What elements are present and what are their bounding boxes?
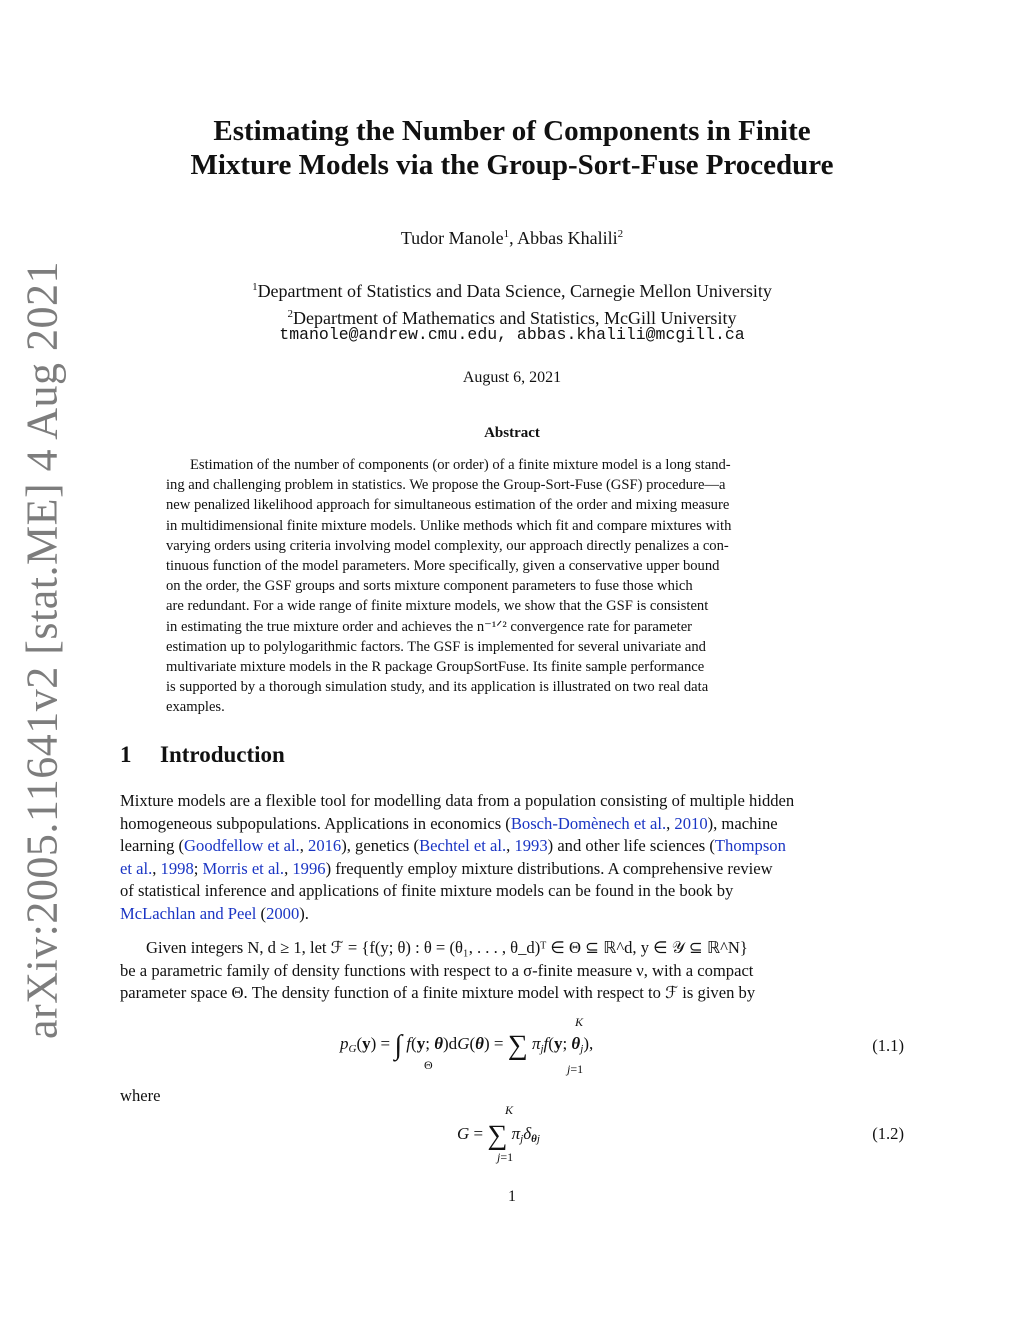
equation-1-2: G = ∑ $\pi_j\delta_{\theta j}$	[457, 1120, 540, 1151]
citation-morris[interactable]: Morris et al.	[202, 858, 285, 878]
sum-upper-k-2: K	[505, 1103, 514, 1117]
equation-number-1-1: (1.1)	[872, 1036, 904, 1055]
abstract-body	[166, 455, 858, 718]
body-text: learning (	[120, 836, 185, 856]
affiliation-mcgill: Department of Mathematics and Statistics, McGill University	[293, 308, 737, 328]
paper-date: August 6, 2021	[462, 369, 562, 386]
equation-number-1-2: (1.2)	[872, 1124, 904, 1143]
body-text: homogeneous subpopulations. Applications in economics (	[120, 813, 511, 833]
section-title: Introduction	[160, 742, 285, 767]
abstract-line: in multidimensional finite mixture models. Unlike methods which fit and compare mixtures with	[166, 517, 732, 534]
author-khalili: Abbas Khalili	[517, 228, 618, 248]
page-number: 1	[508, 1188, 516, 1205]
where-text: where	[120, 1086, 161, 1105]
sum-lower-j1: j=1	[567, 1062, 584, 1076]
author-affil-mark-1: 1	[503, 228, 510, 240]
abstract-line: is supported by a thorough simulation study, and its application is illustrated on two real data	[166, 679, 709, 696]
integral-domain-theta: Θ	[424, 1058, 433, 1072]
body-line: Mixture models are a flexible tool for modelling data from a population consisting of multiple hidden	[120, 791, 795, 810]
body-line: be a parametric family of density functions with respect to a σ-finite measure ν, with a compact	[120, 960, 754, 980]
abstract-line: varying orders using criteria involving model complexity, our approach directly penalizes a con-	[166, 537, 729, 554]
citation-goodfellow[interactable]: Goodfellow et al.	[184, 836, 300, 856]
body-text: ) and other life sciences (	[547, 836, 715, 856]
author-affil-mark-2: 2	[617, 228, 624, 240]
intro-paragraph-2	[120, 937, 904, 1005]
sum-upper-k: K	[575, 1015, 584, 1029]
affiliations	[120, 276, 904, 330]
body-line-math: Given integers N, d ≥ 1, let ℱ = {f(y; θ) : θ = (θ₁, . . . , θ_d)ᵀ ∈ Θ ⊆ ℝ^d, y ∈ 𝒴 ⊆ ℝ^N}	[146, 938, 748, 957]
citation-year-goodfellow[interactable]: 2016	[308, 836, 342, 856]
citation-thompson[interactable]: Thompson	[714, 836, 786, 856]
citation-bosch-domenech[interactable]: Bosch-Domènech et al.	[510, 813, 667, 833]
abstract-heading: Abstract	[484, 425, 540, 441]
citation-year-thompson[interactable]: 1998	[160, 858, 194, 878]
paper-title	[120, 114, 904, 182]
abstract-line: on the order, the GSF groups and sorts mixture component parameters to fuse those which	[166, 578, 693, 595]
body-text: ) frequently employ mixture distributions. A comprehensive review	[325, 858, 773, 878]
body-line: homogeneous subpopulations. Applications in economics (Bosch-Domènech et al., 2010), machine	[120, 813, 778, 833]
citation-year-bechtel[interactable]: 1993	[514, 836, 548, 856]
section-heading-introduction	[120, 742, 285, 768]
citation-year-bosch[interactable]: 2010	[674, 813, 708, 833]
body-text: ), genetics (	[341, 836, 420, 856]
body-line: parameter space Θ. The density function of a finite mixture model with respect to ℱ is given by	[120, 983, 756, 1003]
abstract-line: new penalized likelihood approach for simultaneous estimation of the order and mixing measure	[166, 497, 730, 514]
body-text: ), machine	[707, 813, 778, 833]
abstract-line: estimation up to polylogarithmic factors. The GSF is implemented for several univariate and	[166, 638, 706, 655]
citation-mclachlan-peel[interactable]: McLachlan and Peel	[120, 903, 257, 923]
body-line: learning (Goodfellow et al., 2016), genetics (Bechtel et al., 1993) and other life sciences (Thompson	[120, 836, 786, 856]
abstract-line: ing and challenging problem in statistics. We propose the Group-Sort-Fuse (GSF) procedure—a	[166, 477, 726, 494]
abstract-line: are redundant. For a wide range of finite mixture models, we show that the GSF is consistent	[166, 598, 709, 615]
affil-mark-2: 2	[287, 308, 294, 320]
abstract-line: in estimating the true mixture order and achieves the n⁻¹ᐟ² convergence rate for parameter	[166, 618, 693, 635]
intro-paragraph-1	[120, 790, 904, 926]
section-number: 1	[120, 742, 132, 767]
abstract-line: multivariate mixture models in the R package GroupSortFuse. Its finite sample performance	[166, 659, 705, 676]
author-emails: tmanole@andrew.cmu.edu, abbas.khalili@mcgill.ca	[279, 325, 745, 344]
citation-year-mclachlan[interactable]: 2000	[266, 903, 300, 923]
author-list: Tudor Manole$^1$, Abbas Khalili$^2$	[400, 228, 624, 248]
title-line-1: Estimating the Number of Components in Finite	[213, 115, 811, 147]
citation-bechtel[interactable]: Bechtel et al.	[419, 836, 507, 856]
body-line: McLachlan and Peel (2000).	[120, 903, 309, 923]
body-line: et al., 1998; Morris et al., 1996) frequently employ mixture distributions. A comprehensive review	[120, 858, 773, 878]
citation-thompson-etal[interactable]: et al.	[120, 858, 153, 878]
affil-mark-1: 1	[252, 281, 258, 293]
author-manole: Tudor Manole	[400, 228, 504, 248]
affiliation-cmu: Department of Statistics and Data Science, Carnegie Mellon University	[257, 281, 772, 301]
sum-lower-j1-2: j=1	[497, 1150, 514, 1164]
equation-1-1: $p_G(y)$ = ∫ f(y; θ)dG(θ) = ∑ $\pi_jf(y$; $\theta_j$),	[340, 1030, 594, 1061]
abstract-line: examples.	[166, 699, 225, 716]
abstract-line: Estimation of the number of components (or order) of a finite mixture model is a long stand-	[190, 457, 731, 473]
citation-year-morris[interactable]: 1996	[292, 858, 326, 878]
body-line: of statistical inference and applications of finite mixture models can be found in the book by	[120, 881, 734, 901]
arxiv-identifier-stamp: arXiv:2005.11641v2 [stat.ME] 4 Aug 2021	[17, 260, 67, 1040]
title-line-2: Mixture Models via the Group-Sort-Fuse Procedure	[190, 149, 834, 181]
abstract-line: tinuous function of the model parameters. More specifically, given a conservative upper bound	[166, 558, 720, 575]
